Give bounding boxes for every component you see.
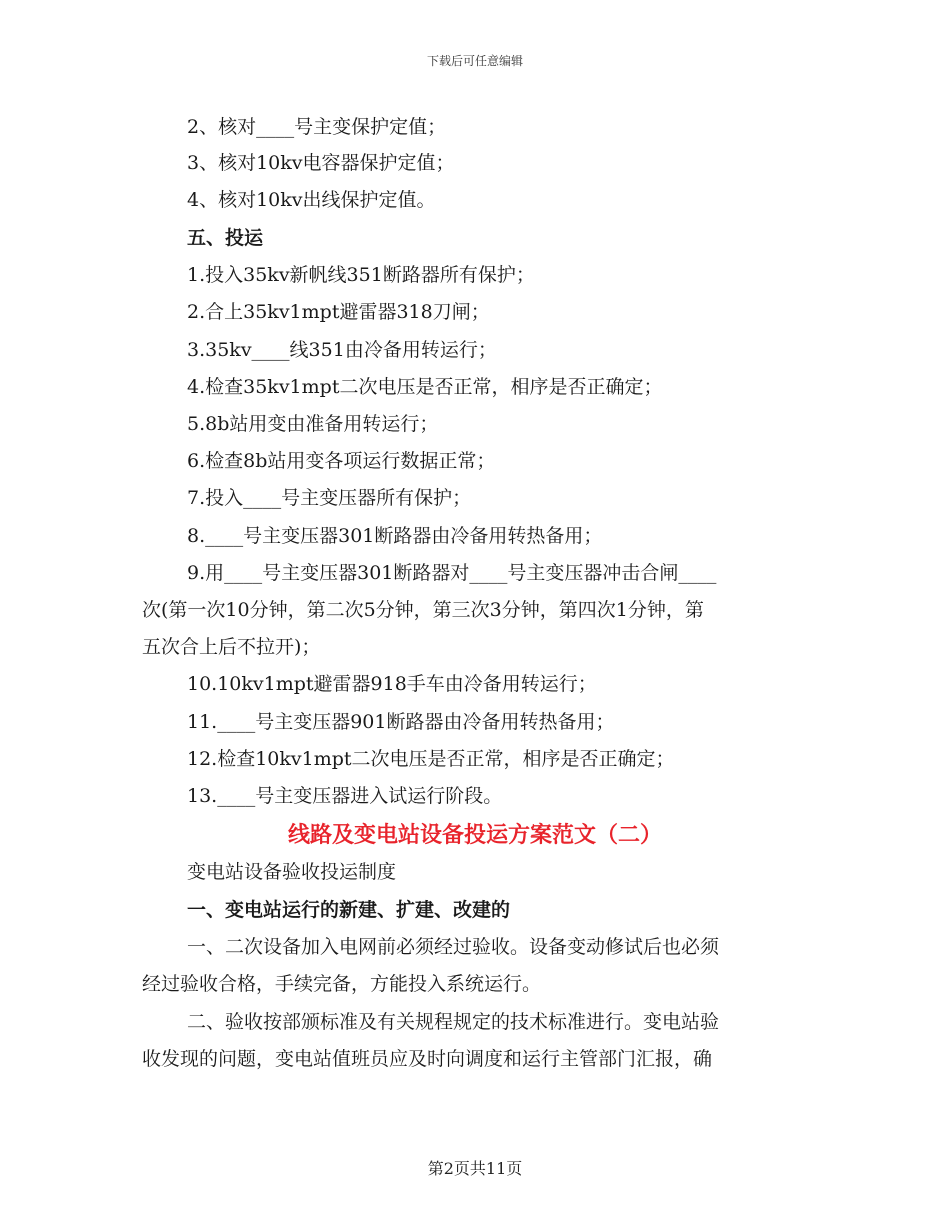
section-heading: 一、变电站运行的新建、扩建、改建的 (187, 899, 511, 921)
paragraph-line: 收发现的问题，变电站值班员应及时向调度和运行主管部门汇报，确 (142, 1048, 713, 1070)
list-item: 12.检查10kv1mpt二次电压是否正常，相序是否正确定； (187, 748, 675, 770)
list-item: 11.____号主变压器901断路器由冷备用转热备用； (187, 711, 615, 733)
paragraph-line: 经过验收合格，手续完备，方能投入系统运行。 (142, 973, 542, 995)
list-item: 7.投入____号主变压器所有保护； (187, 487, 472, 509)
text-line: 3、核对10kv电容器保护定值； (187, 152, 455, 174)
list-item: 5.8b站用变由准备用转运行； (187, 413, 439, 435)
list-item: 3.35kv____线351由冷备用转运行； (187, 339, 497, 361)
list-item: 2.合上35kv1mpt避雷器318刀闸； (187, 301, 490, 323)
text-line: 4、核对10kv出线保护定值。 (187, 189, 436, 211)
list-item: 1.投入35kv新帆线351断路器所有保护； (187, 264, 535, 286)
paragraph-line: 一、二次设备加入电网前必须经过验收。设备变动修试后也必须 (187, 936, 720, 958)
subtitle: 变电站设备验收投运制度 (187, 861, 397, 883)
list-item: 9.用____号主变压器301断路器对____号主变压器冲击合闸____ (187, 562, 717, 584)
list-item-continuation: 次(第一次10分钟，第二次5分钟，第三次3分钟，第四次1分钟，第 (142, 599, 704, 621)
list-item-continuation: 五次合上后不拉开)； (142, 636, 321, 658)
paragraph-line: 二、验收按部颁标准及有关规程规定的技术标准进行。变电站验 (187, 1011, 720, 1033)
list-item: 8.____号主变压器301断路器由冷备用转热备用； (187, 525, 603, 547)
page-header: 下载后可任意编辑 (426, 54, 523, 68)
list-item: 4.检查35kv1mpt二次电压是否正常，相序是否正确定； (187, 376, 663, 398)
list-item: 10.10kv1mpt避雷器918手车由冷备用转运行； (187, 673, 597, 695)
list-item: 6.检查8b站用变各项运行数据正常； (187, 450, 496, 472)
section-heading: 五、投运 (187, 227, 264, 249)
section-title: 线路及变电站设备投运方案范文（二） (287, 822, 662, 848)
list-item: 13.____号主变压器进入试运行阶段。 (187, 785, 503, 807)
text-line: 2、核对____号主变保护定值； (187, 116, 447, 138)
page-footer: 第2页共11页 (427, 1159, 523, 1178)
